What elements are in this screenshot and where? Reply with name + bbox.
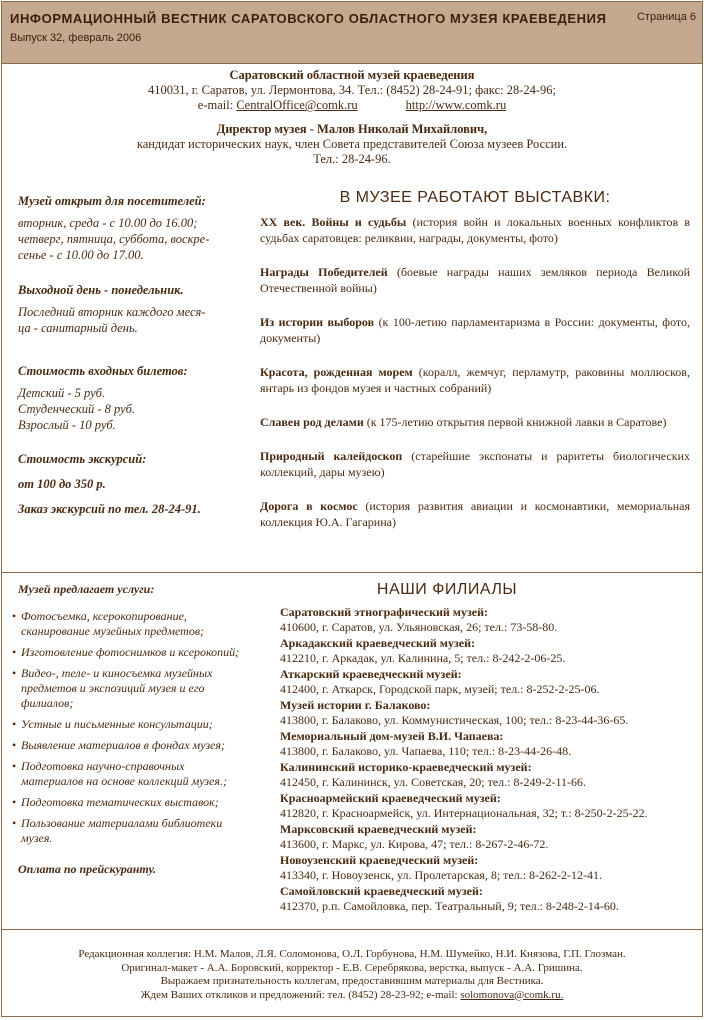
service-text: Устные и письменные консультации; <box>21 717 213 731</box>
museum-address: 410031, г. Саратов, ул. Лермонтова, 34. Тел.: (8452) 28-24-91; факс: 28-24-96; <box>147 83 557 97</box>
branch-address: 412820, г. Красноармейск, ул. Интернациональная, 32; т.: 8-250-2-25-22. <box>280 806 648 820</box>
museum-contacts <box>2 68 702 167</box>
ticket-student: Студенческий - 8 руб. <box>18 402 136 416</box>
newsletter-page <box>1 1 703 1017</box>
bullet-icon: • <box>12 717 17 731</box>
branch-address: 412370, р.п. Самойловка, пер. Театральный, 9; тел.: 8-248-2-14-60. <box>280 899 619 913</box>
footer-layout: Оригинал-макет - А.А. Боровский, корректор - Е.В. Серебрякова, верстка, выпуск - А.А. Гришина. <box>121 961 583 974</box>
branch-item <box>280 605 694 636</box>
branch-item <box>280 698 694 729</box>
branch-address: 412450, г. Калининск, ул. Советская, 20; тел.: 8-249-2-11-66. <box>280 775 587 789</box>
branch-item <box>280 884 694 915</box>
branch-item <box>280 667 694 698</box>
footer-feedback-text: Ждем Ваших откликов и предложений: тел. (8452) 28-23-92; e-mail: <box>140 988 461 1001</box>
open-line-2: четверг, пятница, суббота, воскре- <box>18 232 210 246</box>
branch-address: 413600, г. Маркс, ул. Кирова, 47; тел.: 8-267-2-46-72. <box>280 837 549 851</box>
service-text: Подготовка научно-справочных материалов на основе коллекций музея.; <box>21 759 227 788</box>
branches-section <box>280 582 694 915</box>
list-item <box>12 759 246 789</box>
dayoff-text: Выходной день - понедельник. <box>18 283 184 297</box>
exhibition-desc: (к 100-летию парламентаризма в России: документы, фото, документы) <box>260 315 690 345</box>
branch-name: Музей истории г. Балаково: <box>280 697 431 712</box>
list-item <box>12 738 246 753</box>
branch-name: Аткарский краеведческий музей: <box>280 666 462 681</box>
list-item <box>12 717 246 732</box>
bullet-icon: • <box>12 738 17 752</box>
director-name: Директор музея - Малов Николай Михайлович, <box>216 122 488 136</box>
footer-editors: Редакционная коллегия: Н.М. Малов, Л.Я. Соломонова, О.Л. Горбунова, Н.М. Шумейко, Н.И. Князова, Г.П. Глозман. <box>78 948 626 960</box>
tours-order: Заказ экскурсий по тел. 28-24-91. <box>18 502 201 516</box>
newsletter-title: ИНФОРМАЦИОННЫЙ ВЕСТНИК САРАТОВСКОГО ОБЛАСТНОГО МУЗЕЯ КРАЕВЕДЕНИЯ <box>10 11 607 26</box>
branch-item <box>280 760 694 791</box>
branches-heading: НАШИ ФИЛИАЛЫ <box>376 581 518 598</box>
exhibition-desc: (коралл, жемчуг, перламутр, раковины моллюсков, янтарь из фондов музея и частных собраний) <box>260 365 690 395</box>
services-heading: Музей предлагает услуги: <box>18 582 155 596</box>
branch-name: Марксовский краеведческий музей: <box>280 821 477 836</box>
open-line-3: сенье - с 10.00 до 17.00. <box>18 248 144 262</box>
exhibition-desc: (боевые награды наших земляков периода Великой Отечественной войны) <box>260 265 691 295</box>
exhibition-item <box>260 448 690 480</box>
bullet-icon: • <box>12 759 17 773</box>
list-item <box>12 666 246 711</box>
exhibition-title: Природный калейдоскоп <box>260 449 403 463</box>
exhibition-title: Красота, рожденная морем <box>260 365 413 379</box>
open-line-1: вторник, среда - с 10.00 до 16.00; <box>18 216 198 230</box>
branch-name: Новоузенский краеведческий музей: <box>280 852 479 867</box>
payment-note: Оплата по прейскуранту. <box>18 862 157 876</box>
website-link[interactable]: http://www.comk.ru <box>405 98 507 112</box>
branch-item <box>280 853 694 884</box>
section-divider <box>2 572 702 573</box>
footer-divider <box>2 929 702 930</box>
footer-email-link[interactable]: solomonova@comk.ru. <box>460 988 564 1001</box>
exhibition-desc: (история войн и локальных военных конфликтов в судьбах саратовцев: реликвии, награды, документы, фото) <box>260 215 690 245</box>
services-list <box>12 609 246 846</box>
museum-name: Саратовский областной музей краеведения <box>229 68 475 82</box>
page-number: Страница 6 <box>636 11 696 23</box>
branch-item <box>280 791 694 822</box>
list-item <box>12 795 246 810</box>
museum-online <box>2 98 702 113</box>
sanitary-line-2: ца - санитарный день. <box>18 321 138 335</box>
open-heading: Музей открыт для посетителей: <box>18 194 206 208</box>
branch-name: Калининский историко-краеведческий музей: <box>280 759 532 774</box>
branch-address: 412210, г. Аркадак, ул. Калинина, 5; тел.: 8-242-2-06-25. <box>280 651 566 665</box>
branch-name: Самойловский краеведческий музей: <box>280 883 483 898</box>
branch-item <box>280 822 694 853</box>
branch-address: 413340, г. Новоузенск, ул. Пролетарская, 8; тел.: 8-262-2-12-41. <box>280 868 603 882</box>
services-section <box>12 582 246 877</box>
branch-address: 410600, г. Саратов, ул. Ульяновская, 26; тел.: 73-58-80. <box>280 620 558 634</box>
footer-thanks: Выражаем признательность коллегам, предоставившим материалы для Вестника. <box>160 975 544 987</box>
ticket-adult: Взрослый - 10 руб. <box>18 418 116 432</box>
exhibitions-section <box>260 190 690 530</box>
service-text: Пользование материалами библиотеки музея. <box>21 816 223 845</box>
service-text: Подготовка тематических выставок; <box>21 795 219 809</box>
email-label: e-mail: <box>197 98 237 112</box>
exhibition-item <box>260 414 690 430</box>
page-header <box>2 2 702 64</box>
service-text: Фотосъемка, ксерокопирование, сканирование музейных предметов; <box>21 609 205 638</box>
branch-name: Аркадакский краеведческий музей: <box>280 635 475 650</box>
tours-price: от 100 до 350 р. <box>18 477 106 491</box>
exhibition-desc: (старейшие экспонаты и раритеты биологических коллекций, дары музею) <box>260 449 690 479</box>
exhibition-item <box>260 314 690 346</box>
list-item <box>12 816 246 846</box>
exhibition-title: XX век. Войны и судьбы <box>260 215 407 229</box>
tickets-heading: Стоимость входных билетов: <box>18 364 188 378</box>
exhibition-title: Награды Победителей <box>260 265 388 279</box>
footer-feedback <box>2 989 702 1003</box>
visitor-info <box>18 193 242 517</box>
exhibition-item <box>260 498 690 530</box>
issue-label: Выпуск 32, февраль 2006 <box>10 32 142 44</box>
director-phone: Тел.: 28-24-96. <box>313 152 391 166</box>
service-text: Изготовление фотоснимков и ксерокопий; <box>21 645 240 659</box>
bullet-icon: • <box>12 609 17 623</box>
branch-address: 413800, г. Балаково, ул. Чапаева, 110; тел.: 8-23-44-26-48. <box>280 744 572 758</box>
email-link[interactable]: CentralOffice@comk.ru <box>236 98 358 112</box>
bullet-icon: • <box>12 645 17 659</box>
list-item <box>12 645 246 660</box>
sanitary-line-1: Последний вторник каждого меся- <box>18 305 206 319</box>
branch-item <box>280 729 694 760</box>
director-info: кандидат исторических наук, член Совета представителей Союза музеев России. <box>136 137 568 151</box>
branch-name: Красноармейский краеведческий музей: <box>280 790 501 805</box>
tours-heading: Стоимость экскурсий: <box>18 452 147 466</box>
exhibition-desc: (к 175-летию открытия первой книжной лавки в Саратове) <box>363 415 667 429</box>
branch-address: 412400, г. Аткарск, Городской парк, музей; тел.: 8-252-2-25-06. <box>280 682 600 696</box>
branch-name: Саратовский этнографический музей: <box>280 604 489 619</box>
exhibition-title: Из истории выборов <box>260 315 375 329</box>
bullet-icon: • <box>12 795 17 809</box>
page-footer <box>2 948 702 1002</box>
branch-name: Мемориальный дом-музей В.И. Чапаева: <box>280 728 504 743</box>
exhibition-item <box>260 364 690 396</box>
exhibitions-heading: В МУЗЕЕ РАБОТАЮТ ВЫСТАВКИ: <box>339 189 611 206</box>
exhibition-title: Дорога в космос <box>260 499 358 513</box>
exhibition-desc: (история развития авиации и космонавтики, мемориальная коллекция Ю.А. Гагарина) <box>260 499 690 529</box>
branch-address: 413800, г. Балаково, ул. Коммунистическая, 100; тел.: 8-23-44-36-65. <box>280 713 629 727</box>
exhibition-item <box>260 264 690 296</box>
service-text: Выявление материалов в фондах музея; <box>21 738 225 752</box>
service-text: Видео-, теле- и киносъемка музейных предметов и экспозиций музея и его филиалов; <box>21 666 213 710</box>
ticket-child: Детский - 5 руб. <box>18 386 106 400</box>
bullet-icon: • <box>12 666 17 680</box>
exhibition-item <box>260 214 690 246</box>
bullet-icon: • <box>12 816 17 830</box>
branch-item <box>280 636 694 667</box>
exhibition-title: Славен род делами <box>260 415 364 429</box>
list-item <box>12 609 246 639</box>
